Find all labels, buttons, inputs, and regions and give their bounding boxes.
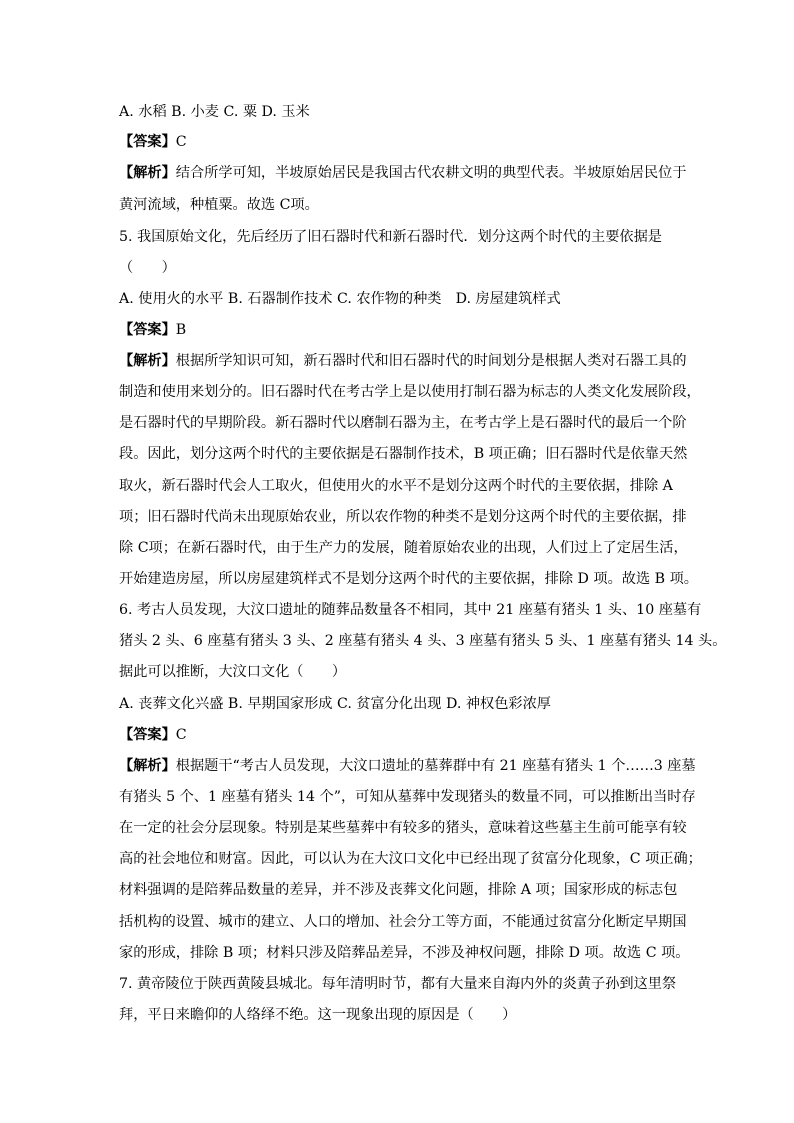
q5-analysis-line: 项；旧石器时代尚未出现原始农业，所以农作物的种类不是划分这两个时代的主要依据，排 (119, 509, 687, 525)
q4-options: A. 水稻 B. 小麦 C. 粟 D. 玉米 (119, 104, 310, 120)
q5-answer (119, 320, 186, 340)
analysis-tag: 【解析】 (119, 353, 176, 369)
q5-analysis-line: 制造和使用来划分的。旧石器时代在考古学上是以使用打制石器为标志的人类文化发展阶段， (119, 384, 701, 400)
q6-stem: 猪头 2 头、6 座墓有猪头 3 头、2 座墓有猪头 4 头、3 座墓有猪头 5 头、1 座墓有猪头 14 头。 (119, 633, 727, 649)
q6-answer (119, 725, 187, 745)
q4-analysis-line: 黄河流域，种植粟。故选 C项。 (119, 197, 319, 213)
analysis-text: 根据所学知识可知，新石器时代和旧石器时代的时间划分是根据人类对石器工具的 (175, 353, 687, 369)
analysis-tag: 【解析】 (119, 758, 176, 774)
q7-stem: 7. 黄帝陵位于陕西黄陵县城北。每年清明时节，都有大量来自海内外的炎黄子孙到这里祭 (119, 976, 677, 992)
q5-analysis-line: 开始建造房屋，所以房屋建筑样式不是划分这两个时代的主要依据，排除 D 项。故选 B 项。 (119, 571, 698, 587)
q6-stem: 据此可以推断，大汶口文化（ ） (119, 664, 347, 680)
answer-value: C (175, 727, 187, 743)
q5-analysis-line: 是石器时代的早期阶段。新石器时代以磨制石器为主，在考古学上是石器时代的最后一个阶 (119, 415, 687, 431)
analysis-text: 根据题干“考古人员发现，大汶口遗址的墓葬群中有 21 座墓有猪头 1 个……3 座墓 (175, 758, 696, 774)
q6-stem: 6. 考古人员发现，大汶口遗址的随葬品数量各不相同，其中 21 座墓有猪头 1 头、10 座墓有 (119, 602, 702, 618)
analysis-text: 结合所学可知，半坡原始居民是我国古代农耕文明的典型代表。半坡原始居民位于 (175, 165, 687, 181)
q6-analysis-line: 有猪头 5 个、1 座墓有猪头 14 个”，可知从墓葬中发现猪头的数量不同，可以推断出当时存 (119, 789, 696, 805)
q5-analysis-line: 取火，新石器时代会人工取火，但使用火的水平不是划分这两个时代的主要依据，排除 A (119, 478, 673, 494)
q5-analysis-line: 段。因此，划分这两个时代的主要依据是石器制作技术，B 项正确；旧石器时代是依靠天然 (119, 446, 688, 462)
answer-value: C (175, 134, 187, 150)
q6-options: A. 丧葬文化兴盛 B. 早期国家形成 C. 贫富分化出现 D. 神权色彩浓厚 (119, 696, 551, 712)
q6-analysis-line (119, 756, 696, 776)
answer-tag: 【答案】 (119, 322, 176, 338)
q5-analysis-line: 除 C项；在新石器时代，由于生产力的发展，随着原始农业的出现，人们过上了定居生活， (119, 540, 688, 556)
q6-analysis-line: 高的社会地位和财富。因此，可以认为在大汶口文化中已经出现了贫富分化现象，C 项正确； (119, 851, 702, 867)
q6-analysis-line: 家的形成，排除 B 项；材料只涉及陪葬品差异，不涉及神权问题，排除 D 项。故选 C 项。 (119, 945, 690, 961)
q4-analysis-line (119, 163, 687, 183)
analysis-tag: 【解析】 (119, 165, 176, 181)
q5-analysis-line (119, 351, 687, 371)
q5-options: A. 使用火的水平 B. 石器制作技术 C. 农作物的种类 D. 房屋建筑样式 (119, 291, 561, 307)
q5-stem: 5. 我国原始文化，先后经历了旧石器时代和新石器时代．划分这两个时代的主要依据是 (119, 229, 662, 245)
q6-analysis-line: 括机构的设置、城市的建立、人口的增加、社会分工等方面，不能通过贫富分化断定早期国 (119, 914, 687, 930)
q6-analysis-line: 材料强调的是陪葬品数量的差异，并不涉及丧葬文化问题，排除 A 项；国家形成的标志包 (119, 882, 678, 898)
answer-tag: 【答案】 (119, 134, 176, 150)
q5-stem-bracket: （ ） (119, 260, 176, 276)
q7-stem: 拜，平日来瞻仰的人络绎不绝。这一现象出现的原因是（ ） (119, 1007, 517, 1023)
q4-answer (119, 132, 187, 152)
answer-tag: 【答案】 (119, 727, 176, 743)
q6-analysis-line: 在一定的社会分层现象。特别是某些墓葬中有较多的猪头，意味着这些墓主生前可能享有较 (119, 820, 687, 836)
answer-value: B (175, 322, 187, 338)
